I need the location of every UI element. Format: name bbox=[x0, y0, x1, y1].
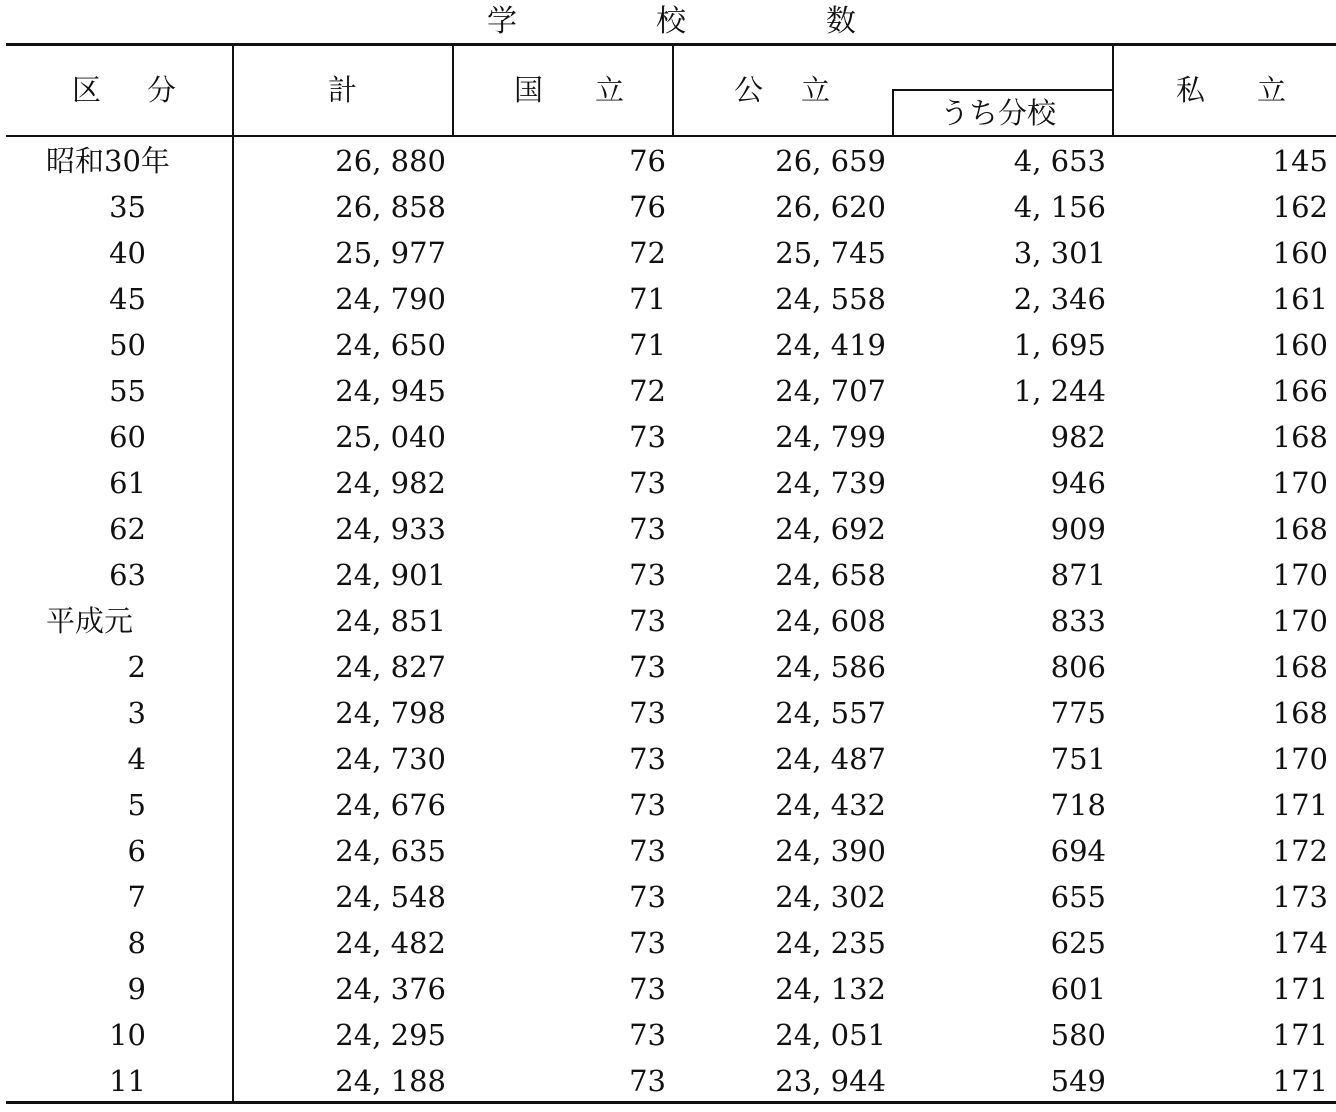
cell-public: 24, 390 bbox=[775, 834, 886, 868]
divider-branch-left bbox=[892, 90, 894, 136]
row-label: 11 bbox=[109, 1064, 146, 1098]
header-public bbox=[734, 72, 830, 108]
table-row bbox=[0, 1012, 1336, 1058]
cell-branch: 549 bbox=[1050, 1064, 1106, 1098]
cell-national: 73 bbox=[629, 834, 666, 868]
cell-branch: 580 bbox=[1050, 1018, 1106, 1052]
cell-national: 73 bbox=[629, 972, 666, 1006]
cell-total: 26, 880 bbox=[335, 144, 446, 178]
cell-national: 73 bbox=[629, 420, 666, 454]
cell-total: 24, 376 bbox=[335, 972, 446, 1006]
cell-private: 162 bbox=[1272, 190, 1328, 224]
row-label: 5 bbox=[127, 788, 146, 822]
cell-public: 24, 302 bbox=[775, 880, 886, 914]
table-row bbox=[0, 230, 1336, 276]
header-kubun-char-1: 区 bbox=[72, 73, 102, 107]
cell-public: 24, 051 bbox=[775, 1018, 886, 1052]
cell-public: 24, 432 bbox=[775, 788, 886, 822]
cell-total: 24, 295 bbox=[335, 1018, 446, 1052]
cell-national: 76 bbox=[629, 144, 666, 178]
header-private-char-1: 私 bbox=[1176, 73, 1206, 107]
header-private-char-2: 立 bbox=[1257, 73, 1287, 107]
cell-private: 170 bbox=[1272, 604, 1328, 638]
cell-national: 71 bbox=[629, 282, 666, 316]
cell-public: 24, 739 bbox=[775, 466, 886, 500]
cell-national: 73 bbox=[629, 512, 666, 546]
cell-private: 170 bbox=[1272, 466, 1328, 500]
cell-national: 76 bbox=[629, 190, 666, 224]
cell-branch: 1, 695 bbox=[1013, 328, 1106, 362]
table-row bbox=[0, 736, 1336, 782]
cell-public: 24, 132 bbox=[775, 972, 886, 1006]
table-row bbox=[0, 414, 1336, 460]
header-public-char-1: 公 bbox=[734, 73, 764, 107]
table-row bbox=[0, 920, 1336, 966]
cell-branch: 833 bbox=[1050, 604, 1106, 638]
cell-private: 170 bbox=[1272, 742, 1328, 776]
cell-private: 168 bbox=[1272, 420, 1328, 454]
header-kubun-char-2: 分 bbox=[147, 73, 177, 107]
cell-national: 73 bbox=[629, 604, 666, 638]
table-row bbox=[0, 782, 1336, 828]
row-label: 55 bbox=[109, 374, 146, 408]
cell-branch: 751 bbox=[1050, 742, 1106, 776]
cell-public: 24, 419 bbox=[775, 328, 886, 362]
row-label: 昭和30年 bbox=[46, 144, 170, 178]
cell-private: 171 bbox=[1272, 788, 1328, 822]
cell-private: 145 bbox=[1272, 144, 1328, 178]
row-label: 2 bbox=[127, 650, 146, 684]
header-national bbox=[514, 72, 624, 108]
cell-public: 25, 745 bbox=[775, 236, 886, 270]
row-label: 50 bbox=[109, 328, 146, 362]
header-rule bbox=[6, 135, 1336, 137]
table-row bbox=[0, 368, 1336, 414]
cell-private: 173 bbox=[1272, 880, 1328, 914]
cell-private: 166 bbox=[1272, 374, 1328, 408]
cell-branch: 4, 653 bbox=[1013, 144, 1106, 178]
header-national-char-1: 国 bbox=[514, 73, 544, 107]
header-public-char-2: 立 bbox=[801, 73, 831, 107]
cell-branch: 4, 156 bbox=[1013, 190, 1106, 224]
header-kubun bbox=[72, 72, 176, 108]
cell-private: 168 bbox=[1272, 512, 1328, 546]
cell-total: 24, 901 bbox=[335, 558, 446, 592]
cell-national: 73 bbox=[629, 1064, 666, 1098]
cell-total: 24, 798 bbox=[335, 696, 446, 730]
row-label: 8 bbox=[127, 926, 146, 960]
row-label: 62 bbox=[109, 512, 146, 546]
cell-total: 24, 548 bbox=[335, 880, 446, 914]
title-char-3: 数 bbox=[826, 4, 856, 39]
cell-national: 73 bbox=[629, 1018, 666, 1052]
cell-private: 160 bbox=[1272, 236, 1328, 270]
table-row bbox=[0, 828, 1336, 874]
cell-branch: 982 bbox=[1050, 420, 1106, 454]
cell-public: 23, 944 bbox=[775, 1064, 886, 1098]
cell-branch: 775 bbox=[1050, 696, 1106, 730]
header-private bbox=[1176, 72, 1286, 108]
row-label: 6 bbox=[127, 834, 146, 868]
title-char-1: 学 bbox=[487, 4, 517, 39]
cell-total: 24, 851 bbox=[335, 604, 446, 638]
row-label: 10 bbox=[109, 1018, 146, 1052]
cell-private: 171 bbox=[1272, 1064, 1328, 1098]
cell-national: 73 bbox=[629, 466, 666, 500]
row-label: 平成元 bbox=[46, 604, 134, 638]
cell-public: 24, 235 bbox=[775, 926, 886, 960]
table-row bbox=[0, 138, 1336, 184]
cell-total: 24, 188 bbox=[335, 1064, 446, 1098]
table-row bbox=[0, 966, 1336, 1012]
cell-public: 24, 487 bbox=[775, 742, 886, 776]
cell-branch: 625 bbox=[1050, 926, 1106, 960]
table-row bbox=[0, 598, 1336, 644]
cell-branch: 694 bbox=[1050, 834, 1106, 868]
cell-public: 26, 659 bbox=[775, 144, 886, 178]
cell-private: 172 bbox=[1272, 834, 1328, 868]
cell-national: 73 bbox=[629, 742, 666, 776]
top-rule bbox=[6, 43, 1336, 46]
cell-total: 26, 858 bbox=[335, 190, 446, 224]
cell-branch: 946 bbox=[1050, 466, 1106, 500]
row-label: 3 bbox=[127, 696, 146, 730]
row-label: 63 bbox=[109, 558, 146, 592]
cell-total: 24, 650 bbox=[335, 328, 446, 362]
table-row bbox=[0, 322, 1336, 368]
divider-total bbox=[452, 45, 454, 136]
cell-total: 25, 977 bbox=[335, 236, 446, 270]
cell-public: 24, 557 bbox=[775, 696, 886, 730]
cell-total: 24, 933 bbox=[335, 512, 446, 546]
cell-public: 24, 692 bbox=[775, 512, 886, 546]
divider-national bbox=[672, 45, 674, 136]
cell-public: 24, 707 bbox=[775, 374, 886, 408]
row-label: 7 bbox=[127, 880, 146, 914]
cell-branch: 3, 301 bbox=[1013, 236, 1106, 270]
cell-total: 24, 827 bbox=[335, 650, 446, 684]
cell-private: 161 bbox=[1272, 282, 1328, 316]
cell-public: 24, 608 bbox=[775, 604, 886, 638]
cell-public: 24, 799 bbox=[775, 420, 886, 454]
table-row bbox=[0, 460, 1336, 506]
cell-private: 170 bbox=[1272, 558, 1328, 592]
cell-national: 72 bbox=[629, 236, 666, 270]
row-label: 45 bbox=[109, 282, 146, 316]
cell-branch: 601 bbox=[1050, 972, 1106, 1006]
cell-total: 24, 790 bbox=[335, 282, 446, 316]
table-row bbox=[0, 506, 1336, 552]
cell-private: 171 bbox=[1272, 972, 1328, 1006]
cell-total: 24, 945 bbox=[335, 374, 446, 408]
cell-public: 24, 586 bbox=[775, 650, 886, 684]
title-char-2: 校 bbox=[656, 4, 686, 39]
table-row bbox=[0, 184, 1336, 230]
row-label: 4 bbox=[127, 742, 146, 776]
cell-branch: 655 bbox=[1050, 880, 1106, 914]
cell-branch: 1, 244 bbox=[1013, 374, 1106, 408]
table-row bbox=[0, 690, 1336, 736]
row-label: 60 bbox=[109, 420, 146, 454]
cell-public: 24, 658 bbox=[775, 558, 886, 592]
cell-private: 168 bbox=[1272, 696, 1328, 730]
cell-public: 24, 558 bbox=[775, 282, 886, 316]
row-label: 35 bbox=[109, 190, 146, 224]
cell-total: 24, 635 bbox=[335, 834, 446, 868]
row-label: 40 bbox=[109, 236, 146, 270]
cell-total: 24, 676 bbox=[335, 788, 446, 822]
cell-national: 73 bbox=[629, 880, 666, 914]
cell-national: 71 bbox=[629, 328, 666, 362]
cell-private: 171 bbox=[1272, 1018, 1328, 1052]
cell-branch: 2, 346 bbox=[1013, 282, 1106, 316]
cell-public: 26, 620 bbox=[775, 190, 886, 224]
cell-national: 73 bbox=[629, 926, 666, 960]
header-national-char-2: 立 bbox=[595, 73, 625, 107]
cell-private: 174 bbox=[1272, 926, 1328, 960]
table-title bbox=[0, 0, 1336, 44]
table-row bbox=[0, 874, 1336, 920]
cell-branch: 909 bbox=[1050, 512, 1106, 546]
cell-branch: 871 bbox=[1050, 558, 1106, 592]
cell-branch: 806 bbox=[1050, 650, 1106, 684]
table-row bbox=[0, 644, 1336, 690]
cell-national: 72 bbox=[629, 374, 666, 408]
header-total: 計 bbox=[328, 73, 358, 107]
cell-total: 25, 040 bbox=[335, 420, 446, 454]
cell-branch: 718 bbox=[1050, 788, 1106, 822]
branch-subheader-rule bbox=[892, 89, 1113, 91]
cell-private: 160 bbox=[1272, 328, 1328, 362]
row-label: 9 bbox=[127, 972, 146, 1006]
row-label: 61 bbox=[109, 466, 146, 500]
table-row bbox=[0, 552, 1336, 598]
cell-private: 168 bbox=[1272, 650, 1328, 684]
table-row bbox=[0, 1058, 1336, 1104]
cell-national: 73 bbox=[629, 650, 666, 684]
cell-national: 73 bbox=[629, 788, 666, 822]
table-row bbox=[0, 276, 1336, 322]
header-branch: うち分校 bbox=[940, 96, 1057, 130]
cell-national: 73 bbox=[629, 558, 666, 592]
cell-national: 73 bbox=[629, 696, 666, 730]
cell-total: 24, 982 bbox=[335, 466, 446, 500]
cell-total: 24, 482 bbox=[335, 926, 446, 960]
cell-total: 24, 730 bbox=[335, 742, 446, 776]
